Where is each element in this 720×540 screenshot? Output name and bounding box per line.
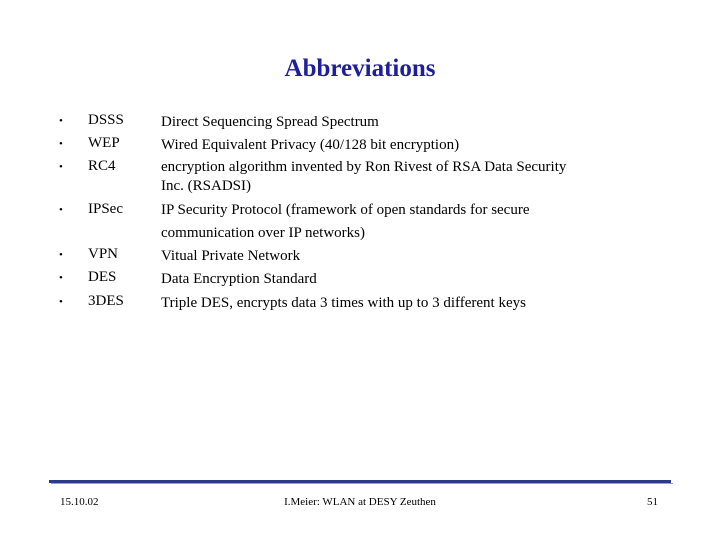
definition: Direct Sequencing Spread Spectrum bbox=[161, 114, 379, 130]
list-item bbox=[0, 246, 720, 266]
bullet: • bbox=[59, 296, 63, 308]
bullet: • bbox=[59, 272, 63, 284]
bullet: • bbox=[59, 161, 63, 173]
definition bbox=[161, 158, 621, 196]
list-item bbox=[0, 201, 720, 241]
definition: Vitual Private Network bbox=[161, 248, 301, 264]
definition-line: encryption algorithm invented by Ron Rivest of RSA Data Security bbox=[161, 159, 567, 175]
definition: Wired Equivalent Privacy (40/128 bit encryption) bbox=[161, 137, 460, 153]
definition-line: communication over IP networks) bbox=[161, 225, 365, 241]
bullet: • bbox=[59, 138, 63, 150]
abbreviation: IPSec bbox=[88, 201, 123, 217]
list-item bbox=[0, 135, 720, 155]
abbreviation: DES bbox=[88, 269, 117, 285]
bullet: • bbox=[59, 249, 63, 261]
definition bbox=[161, 199, 621, 245]
abbreviation: 3DES bbox=[88, 293, 124, 309]
list-item bbox=[0, 112, 720, 132]
list-item bbox=[0, 158, 720, 194]
abbreviation: DSSS bbox=[88, 112, 124, 128]
list-item bbox=[0, 293, 720, 313]
definition: Data Encryption Standard bbox=[161, 271, 317, 287]
bullet: • bbox=[59, 115, 63, 127]
footer-rule-shadow bbox=[51, 483, 673, 484]
footer-date: 15.10.02 bbox=[60, 496, 99, 508]
definition-line: Inc. (RSADSI) bbox=[161, 178, 251, 194]
footer-title: I.Meier: WLAN at DESY Zeuthen bbox=[284, 496, 436, 508]
definition-line: IP Security Protocol (framework of open standards for secure bbox=[161, 202, 530, 218]
definition: Triple DES, encrypts data 3 times with up to 3 different keys bbox=[161, 295, 526, 311]
footer-rule bbox=[49, 480, 671, 483]
bullet: • bbox=[59, 204, 63, 216]
page-number: 51 bbox=[647, 496, 658, 508]
abbreviation: WEP bbox=[88, 135, 120, 151]
list-item bbox=[0, 269, 720, 289]
abbreviation: RC4 bbox=[88, 158, 116, 174]
abbreviation: VPN bbox=[88, 246, 119, 262]
slide-title: Abbreviations bbox=[284, 55, 436, 82]
